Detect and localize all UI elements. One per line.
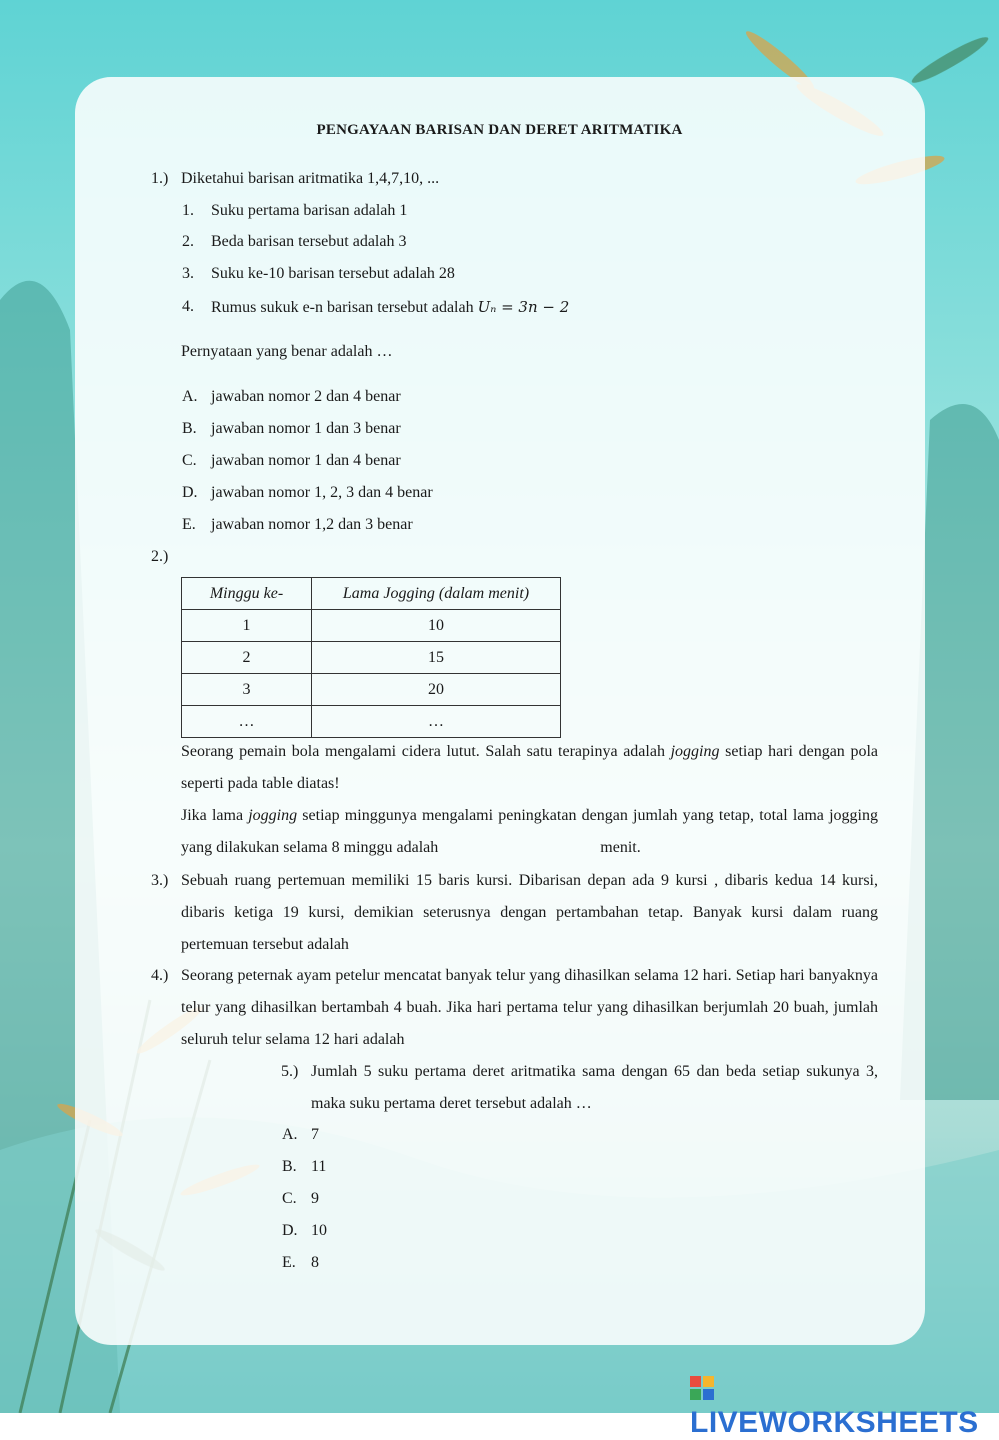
text-segment: Seorang pemain bola mengalami cidera lutut. Salah satu terapinya adalah — [181, 743, 671, 760]
option-letter[interactable]: C. — [182, 452, 197, 469]
emphasis-text: jogging — [670, 743, 720, 760]
option-text[interactable]: jawaban nomor 2 dan 4 benar — [211, 388, 401, 405]
question-5-text: Jumlah 5 suku pertama deret aritmatika sama dengan 65 dan beda setiap sukunya 3, maka suku pertama deret tersebut adalah … — [311, 1063, 878, 1112]
statement-number: 4. — [182, 298, 194, 315]
question-2-text-2 — [181, 800, 878, 864]
question-1-stem: Diketahui barisan aritmatika 1,4,7,10, ... — [181, 170, 440, 187]
table-cell: … — [182, 706, 312, 738]
question-2-text-1 — [181, 736, 878, 800]
option-letter[interactable]: C. — [282, 1190, 297, 1207]
option-letter[interactable]: B. — [182, 420, 197, 437]
table-cell: 3 — [182, 674, 312, 706]
question-2-number: 2.) — [151, 548, 169, 565]
table-row — [182, 642, 561, 674]
question-4-number: 4.) — [151, 967, 169, 984]
text-segment: Jika lama — [181, 807, 249, 824]
liveworksheets-logo — [690, 1372, 999, 1440]
option-letter[interactable]: A. — [182, 388, 198, 405]
statement-number: 2. — [182, 233, 194, 250]
table-header: Minggu ke- — [182, 578, 312, 610]
table-cell: … — [312, 706, 561, 738]
option-text[interactable]: jawaban nomor 1,2 dan 3 benar — [211, 516, 413, 533]
table-cell: 2 — [182, 642, 312, 674]
statement-number: 1. — [182, 202, 194, 219]
table-header-row — [182, 578, 561, 610]
table-cell: 20 — [312, 674, 561, 706]
answer-blank[interactable] — [438, 841, 588, 855]
liveworksheets-logo-icon — [690, 1376, 714, 1400]
table-header: Lama Jogging (dalam menit) — [312, 578, 561, 610]
question-3-number: 3.) — [151, 872, 169, 889]
option-letter[interactable]: D. — [182, 484, 198, 501]
table-cell: 10 — [312, 610, 561, 642]
option-letter[interactable]: D. — [282, 1222, 298, 1239]
formula: Uₙ = 3n − 2 — [477, 298, 570, 316]
statement-number: 3. — [182, 265, 194, 282]
question-1-number: 1.) — [151, 170, 169, 187]
text-segment: setiap hari dengan pola seperti pada table diatas! — [181, 743, 878, 792]
option-text[interactable]: jawaban nomor 1 dan 3 benar — [211, 420, 401, 437]
option-text[interactable]: 10 — [311, 1222, 327, 1239]
question-1-prompt: Pernyataan yang benar adalah … — [181, 343, 393, 360]
statement-text: Suku pertama barisan adalah 1 — [211, 202, 408, 219]
option-letter[interactable]: E. — [182, 516, 196, 533]
emphasis-text: jogging — [248, 807, 298, 824]
statement-text: Suku ke-10 barisan tersebut adalah 28 — [211, 265, 455, 282]
option-letter[interactable]: B. — [282, 1158, 297, 1175]
statement-text: Beda barisan tersebut adalah 3 — [211, 233, 407, 250]
option-letter[interactable]: E. — [282, 1254, 296, 1271]
table-cell: 15 — [312, 642, 561, 674]
statement-formula-line — [211, 297, 569, 318]
text-segment: setiap minggunya mengalami peningkatan dengan jumlah yang tetap, total lama jogging yang dilakukan selama 8 minggu adalah — [181, 807, 878, 856]
option-text[interactable]: 7 — [311, 1126, 319, 1143]
unit-label: menit. — [600, 839, 641, 856]
question-4-text: Seorang peternak ayam petelur mencatat banyak telur yang dihasilkan selama 12 hari. Setiap hari banyaknya telur yang dihasilkan bertambah 4 buah. Jika hari pertama telur yang dihasilkan berjumlah 20 buah, jumlah seluruh telur selama 12 hari adalah — [181, 967, 878, 1048]
brand-name: LIVEWORKSHEETS — [690, 1406, 979, 1439]
table-cell: 1 — [182, 610, 312, 642]
option-text[interactable]: 8 — [311, 1254, 319, 1271]
jogging-table — [181, 577, 561, 738]
statement-text: Rumus sukuk e-n barisan tersebut adalah — [211, 299, 478, 316]
table-row — [182, 610, 561, 642]
question-3-text: Sebuah ruang pertemuan memiliki 15 baris kursi. Dibarisan depan ada 9 kursi , dibaris kedua 14 kursi, dibaris ketiga 19 kursi, demikian seterusnya dengan pertambahan tetap. Banyak kursi dalam ruang pertemuan tersebut adalah — [181, 872, 878, 953]
option-letter[interactable]: A. — [282, 1126, 298, 1143]
table-row — [182, 674, 561, 706]
option-text[interactable]: 9 — [311, 1190, 319, 1207]
table-row — [182, 706, 561, 738]
option-text[interactable]: jawaban nomor 1 dan 4 benar — [211, 452, 401, 469]
option-text[interactable]: 11 — [311, 1158, 327, 1175]
option-text[interactable]: jawaban nomor 1, 2, 3 dan 4 benar — [211, 484, 433, 501]
page-title: PENGAYAAN BARISAN DAN DERET ARITMATIKA — [316, 122, 683, 138]
question-5-number: 5.) — [281, 1063, 299, 1080]
